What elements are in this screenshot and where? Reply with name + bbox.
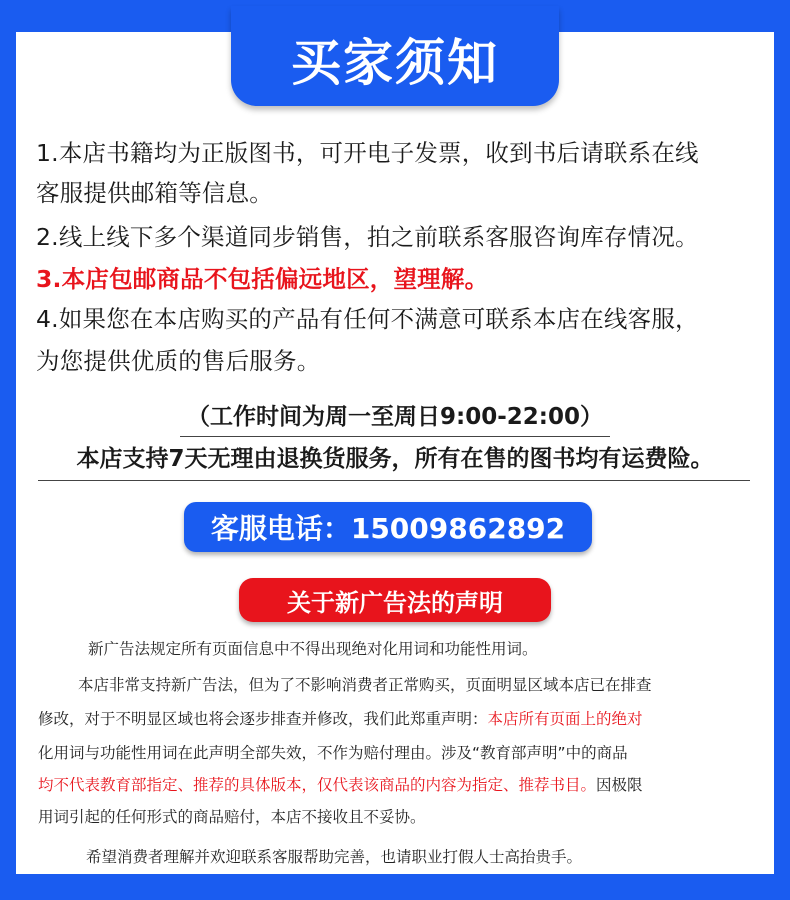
divider — [38, 480, 750, 481]
page-title: 买家须知 — [291, 34, 499, 92]
law-line-2 — [38, 707, 643, 729]
working-hours: （工作时间为周一至周日9:00-22:00） — [187, 404, 603, 430]
notice-line-4b: 为您提供优质的售后服务。 — [36, 347, 321, 375]
ad-law-title: 关于新广告法的声明 — [239, 578, 551, 622]
notice-line-1: 1.本店书籍均为正版图书，可开电子发票，收到书后请联系在线 — [36, 139, 699, 167]
law-line-4-text: 因极限 — [596, 776, 643, 794]
notice-line-3: 3.本店包邮商品不包括偏远地区，望理解。 — [36, 265, 489, 293]
law-line-5: 用词引起的任何形式的商品赔付，本店不接收且不妥协。 — [38, 808, 426, 826]
law-line-2-text: 修改，对于不明显区域也将会逐步排查并修改，我们此郑重声明： — [38, 710, 488, 728]
law-line-2-highlight: 本店所有页面上的绝对 — [487, 710, 643, 728]
customer-service-phone: 客服电话：15009862892 — [184, 502, 592, 552]
notice-line-4: 4.如果您在本店购买的产品有任何不满意可联系本店在线客服， — [36, 305, 699, 333]
title-banner — [231, 6, 559, 106]
law-line-3: 化用词与功能性用词在此声明全部失效，不作为赔付理由。涉及“教育部声明”中的商品 — [38, 744, 628, 762]
notice-line-2: 2.线上线下多个渠道同步销售，拍之前联系客服咨询库存情况。 — [36, 223, 699, 251]
return-policy: 本店支持7天无理由退换货服务，所有在售的图书均有运费险。 — [76, 446, 714, 472]
notice-line-1b: 客服提供邮箱等信息。 — [36, 179, 273, 207]
divider — [180, 436, 610, 437]
law-paragraph-1: 新广告法规定所有页面信息中不得出现绝对化用词和功能性用词。 — [88, 640, 538, 658]
law-line-1: 本店非常支持新广告法，但为了不影响消费者正常购买，页面明显区域本店已在排查 — [78, 676, 652, 694]
law-paragraph-3: 希望消费者理解并欢迎联系客服帮助完善，也请职业打假人士高抬贵手。 — [86, 848, 583, 866]
law-line-4-highlight: 均不代表教育部指定、推荐的具体版本，仅代表该商品的内容为指定、推荐书目。 — [38, 776, 597, 794]
law-line-4 — [38, 773, 643, 795]
